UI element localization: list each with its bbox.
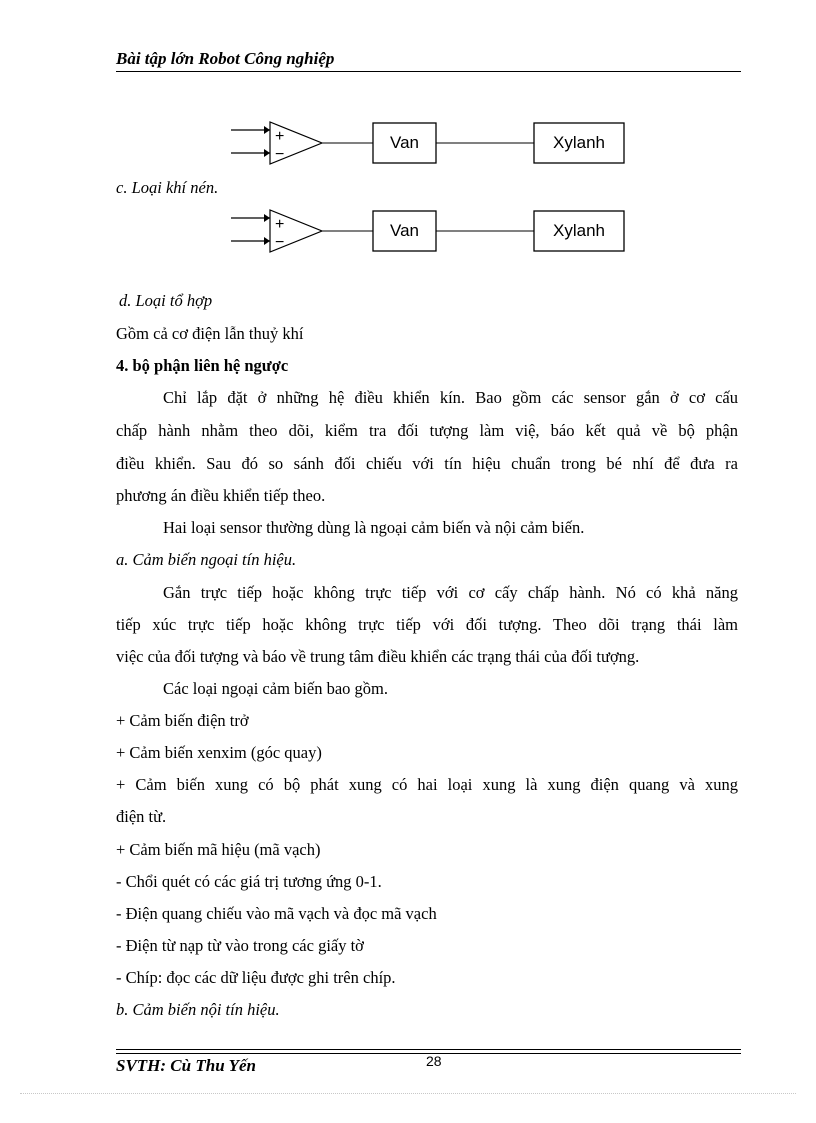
list-item: + Cảm biến xenxim (góc quay) bbox=[116, 743, 322, 762]
amp-plus: + bbox=[275, 216, 285, 233]
section-heading-4: 4. bộ phận liên hệ ngược bbox=[116, 356, 289, 375]
heading-a: a. Cảm biến ngoại tín hiệu. bbox=[116, 550, 297, 569]
list-item: + Cảm biến điện trở bbox=[116, 711, 249, 730]
paragraph-line: Các loại ngoại cảm biến bao gồm. bbox=[163, 679, 388, 698]
header-title: Bài tập lớn Robot Công nghiệp bbox=[116, 49, 335, 68]
amp-minus: − bbox=[275, 146, 285, 163]
xylanh-label: Xylanh bbox=[553, 133, 605, 152]
paragraph-line: điều khiển. Sau đó so sánh đối chiếu với tín hiệu chuẩn trong bé nhí để đưa ra bbox=[116, 454, 738, 473]
heading-c: c. Loại khí nén. bbox=[116, 178, 219, 197]
page-edge-dots bbox=[20, 1093, 796, 1094]
page-number: 28 bbox=[426, 1053, 442, 1069]
list-item: - Chổi quét có các giá trị tương ứng 0-1. bbox=[116, 872, 382, 891]
paragraph-line: việc của đối tượng và báo về trung tâm điều khiển các trạng thái của đối tượng. bbox=[116, 647, 640, 666]
input-arrow-2 bbox=[264, 149, 270, 157]
paragraph-line: phương án điều khiển tiếp theo. bbox=[116, 486, 326, 505]
xylanh-label: Xylanh bbox=[553, 221, 605, 240]
heading-b: b. Cảm biến nội tín hiệu. bbox=[116, 1000, 280, 1019]
van-label: Van bbox=[390, 133, 419, 152]
van-label: Van bbox=[390, 221, 419, 240]
footer-rule bbox=[116, 1049, 741, 1050]
list-item: - Điện quang chiếu vào mã vạch và đọc mã vạch bbox=[116, 904, 437, 923]
list-item: - Điện từ nạp từ vào trong các giấy tờ bbox=[116, 936, 364, 955]
heading-d: d. Loại tổ hợp bbox=[119, 291, 213, 310]
input-arrow-1 bbox=[264, 214, 270, 222]
list-item: + Cảm biến xung có bộ phát xung có hai loại xung là xung điện quang và xung bbox=[116, 775, 738, 794]
list-item-continuation: điện từ. bbox=[116, 807, 167, 826]
block-diagram-2 bbox=[228, 201, 628, 261]
paragraph-line: Gồm cả cơ điện lẫn thuỷ khí bbox=[116, 324, 304, 343]
paragraph-line: tiếp xúc trực tiếp hoặc không trực tiếp với đối tượng. Theo dõi trạng thái làm bbox=[116, 615, 738, 634]
header-rule bbox=[116, 71, 741, 72]
amp-minus: − bbox=[275, 234, 285, 251]
block-diagram-1 bbox=[228, 114, 628, 174]
list-item: - Chíp: đọc các dữ liệu được ghi trên chíp. bbox=[116, 968, 396, 987]
footer-author: SVTH: Cù Thu Yến bbox=[116, 1056, 256, 1075]
paragraph-line: Gắn trực tiếp hoặc không trực tiếp với cơ cấy chấp hành. Nó có khả năng bbox=[163, 583, 738, 602]
amp-plus: + bbox=[275, 128, 285, 145]
input-arrow-1 bbox=[264, 126, 270, 134]
paragraph-line: Chỉ lắp đặt ở những hệ điều khiển kín. Bao gồm các sensor gắn ở cơ cấu bbox=[163, 388, 738, 407]
paragraph-line: chấp hành nhằm theo dõi, kiểm tra đối tượng làm việ, báo kết quả về bộ phận bbox=[116, 421, 738, 440]
list-item: + Cảm biến mã hiệu (mã vạch) bbox=[116, 840, 321, 859]
input-arrow-2 bbox=[264, 237, 270, 245]
paragraph-line: Hai loại sensor thường dùng là ngoại cảm biến và nội cảm biến. bbox=[163, 518, 585, 537]
